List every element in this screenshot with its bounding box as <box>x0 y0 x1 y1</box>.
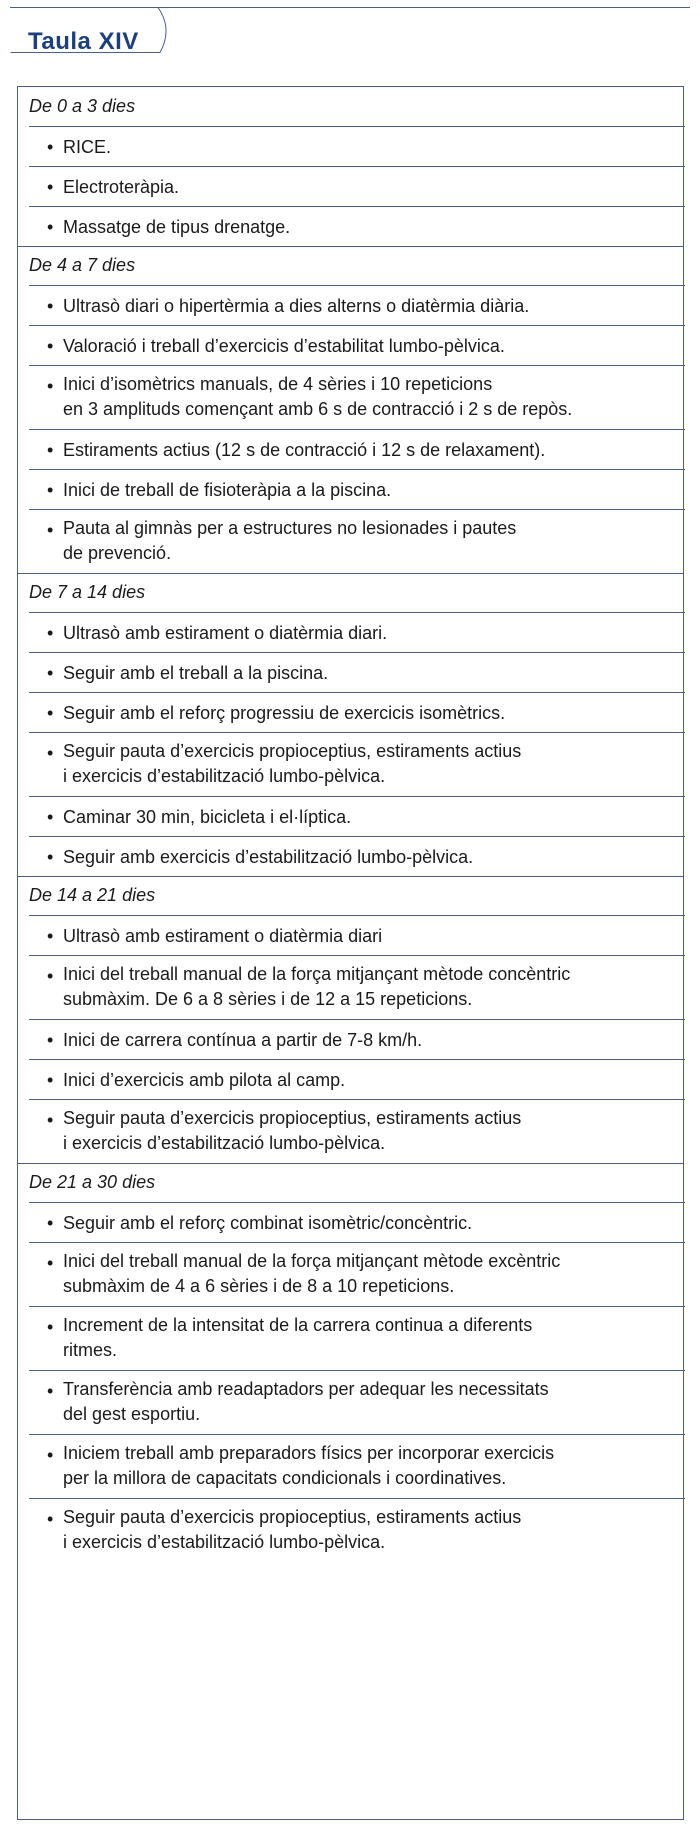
list-item-text: Transferència amb readaptadors per adequar les necessitats del gest esportiu. <box>63 1379 549 1424</box>
list-item <box>29 1202 685 1242</box>
table-title: Taula XIV <box>28 28 139 55</box>
list-item-text: Ultrasò amb estirament o diatèrmia diari <box>63 926 383 946</box>
list-item <box>29 325 685 365</box>
list-item <box>29 1019 685 1059</box>
list-item <box>29 1370 685 1434</box>
list-item-text: Inici d’exercicis amb pilota al camp. <box>63 1070 346 1090</box>
list-item-text: Massatge de tipus drenatge. <box>63 217 291 237</box>
bullet-icon: • <box>47 1110 54 1130</box>
list-item-text: Pauta al gimnàs per a estructures no lesionades i pautes de prevenció. <box>63 518 517 563</box>
list-item <box>29 469 685 509</box>
bullet-icon: • <box>47 807 54 827</box>
list-item <box>29 166 685 206</box>
list-item <box>29 1099 685 1163</box>
list-item <box>29 796 685 836</box>
list-item-text: Iniciem treball amb preparadors físics per incorporar exercicis per la millora de capacitats condicionals i coordinatives. <box>63 1443 555 1488</box>
bullet-icon: • <box>47 137 54 157</box>
section-heading: De 4 a 7 dies <box>29 255 136 275</box>
list-item <box>29 509 685 573</box>
list-item-text: Inici d’isomètrics manuals, de 4 sèries i 10 repeticions en 3 amplituds començant amb 6 s de contracció i 2 s de repòs. <box>63 374 573 419</box>
list-item <box>29 1498 685 1562</box>
bullet-icon: • <box>47 966 54 986</box>
list-item <box>29 365 685 429</box>
list-item <box>29 429 685 469</box>
list-item-text: Seguir amb el reforç progressiu de exercicis isomètrics. <box>63 703 506 723</box>
list-item <box>29 652 685 692</box>
list-item <box>29 836 685 876</box>
title-tab <box>10 7 170 59</box>
bullet-icon: • <box>47 1317 54 1337</box>
bullet-icon: • <box>47 623 54 643</box>
bullet-icon: • <box>47 336 54 356</box>
bullet-icon: • <box>47 926 54 946</box>
bullet-icon: • <box>47 1070 54 1090</box>
bullet-icon: • <box>47 1381 54 1401</box>
list-item-text: Seguir amb exercicis d’estabilització lumbo-pèlvica. <box>63 847 474 867</box>
list-item <box>29 206 685 246</box>
list-item <box>29 915 685 955</box>
bullet-icon: • <box>47 177 54 197</box>
section-heading: De 0 a 3 dies <box>29 96 136 116</box>
bullet-icon: • <box>47 663 54 683</box>
bullet-icon: • <box>47 1445 54 1465</box>
bullet-icon: • <box>47 440 54 460</box>
bullet-icon: • <box>47 743 54 763</box>
list-item <box>29 1242 685 1306</box>
list-item-text: Inici del treball manual de la força mitjançant mètode excèntric submàxim de 4 a 6 sèries i de 8 a 10 repeticions. <box>63 1251 561 1296</box>
list-item-text: Caminar 30 min, bicicleta i el·líptica. <box>63 807 352 827</box>
list-item-text: Inici de treball de fisioteràpia a la piscina. <box>63 480 392 500</box>
list-item <box>29 1434 685 1498</box>
treatment-table <box>17 86 684 1820</box>
list-item <box>29 1306 685 1370</box>
bullet-icon: • <box>47 1213 54 1233</box>
list-item-text: Estiraments actius (12 s de contracció i 12 s de relaxament). <box>63 440 546 460</box>
list-item <box>29 1059 685 1099</box>
list-item <box>29 126 685 166</box>
list-item-text: Valoració i treball d’exercicis d’estabilitat lumbo-pèlvica. <box>63 336 505 356</box>
bullet-icon: • <box>47 296 54 316</box>
section-heading: De 21 a 30 dies <box>29 1172 156 1192</box>
bullet-icon: • <box>47 1509 54 1529</box>
list-item-text: Seguir pauta d’exercicis propioceptius, estiraments actius i exercicis d’estabilització lumbo-pèlvica. <box>63 1507 522 1552</box>
list-item <box>29 612 685 652</box>
bullet-icon: • <box>47 1253 54 1273</box>
bullet-icon: • <box>47 520 54 540</box>
section-heading: De 14 a 21 dies <box>29 885 156 905</box>
list-item <box>29 732 685 796</box>
bullet-icon: • <box>47 847 54 867</box>
list-item-text: Ultrasò diari o hipertèrmia a dies alterns o diatèrmia diària. <box>63 296 530 316</box>
list-item-text: Electroteràpia. <box>63 177 180 197</box>
list-item-text: Seguir pauta d’exercicis propioceptius, estiraments actius i exercicis d’estabilització lumbo-pèlvica. <box>63 1108 522 1153</box>
list-item-text: Ultrasò amb estirament o diatèrmia diari. <box>63 623 388 643</box>
section-heading: De 7 a 14 dies <box>29 582 146 602</box>
list-item-text: Seguir amb el reforç combinat isomètric/concèntric. <box>63 1213 473 1233</box>
list-item <box>29 955 685 1019</box>
list-item-text: RICE. <box>63 137 112 157</box>
list-item <box>29 285 685 325</box>
bullet-icon: • <box>47 217 54 237</box>
bullet-icon: • <box>47 376 54 396</box>
bullet-icon: • <box>47 480 54 500</box>
list-item-text: Seguir pauta d’exercicis propioceptius, estiraments actius i exercicis d’estabilització lumbo-pèlvica. <box>63 741 522 786</box>
list-item <box>29 692 685 732</box>
list-item-text: Inici del treball manual de la força mitjançant mètode concèntric submàxim. De 6 a 8 sèries i de 12 a 15 repeticions. <box>63 964 571 1009</box>
list-item-text: Seguir amb el treball a la piscina. <box>63 663 329 683</box>
bullet-icon: • <box>47 703 54 723</box>
list-item-text: Increment de la intensitat de la carrera continua a diferents ritmes. <box>63 1315 533 1360</box>
bullet-icon: • <box>47 1030 54 1050</box>
list-item-text: Inici de carrera contínua a partir de 7-8 km/h. <box>63 1030 423 1050</box>
